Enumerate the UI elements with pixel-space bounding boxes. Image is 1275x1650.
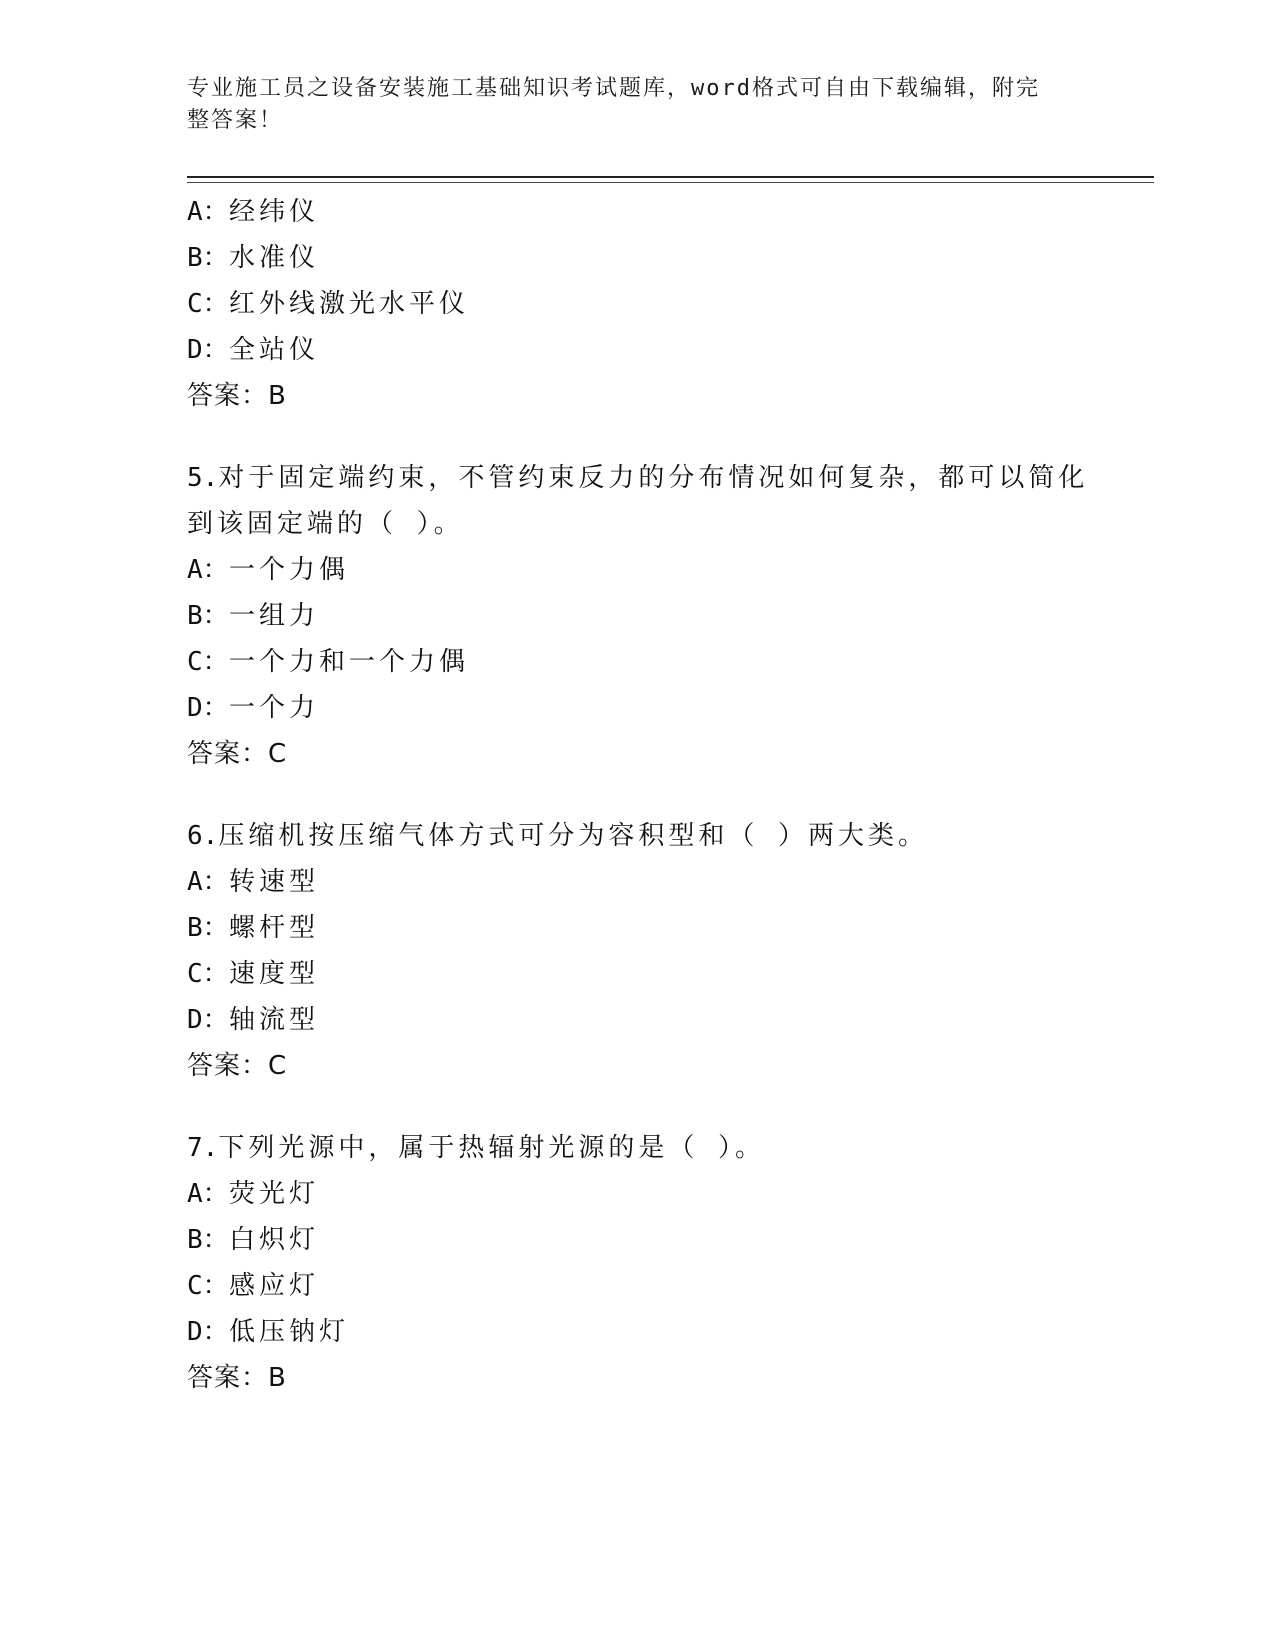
question-stem-continued: 到该固定端的（ ）。 [187,509,464,539]
option-b: B：白炽灯 [187,1225,320,1255]
question-4-continued [187,189,1087,419]
option-d: D：低压钠灯 [187,1317,350,1347]
header-divider-thick [187,176,1154,178]
option-b: B：螺杆型 [187,913,320,943]
option-a: A：荧光灯 [187,1179,320,1209]
question-5 [187,455,1087,777]
header-line-1: 专业施工员之设备安装施工基础知识考试题库，word格式可自由下载编辑，附完 [187,76,1040,101]
document-header [187,73,1087,137]
question-7 [187,1125,1087,1401]
option-b: B：一组力 [187,601,320,631]
question-number: 6. [187,821,219,851]
question-number: 5. [187,463,219,493]
option-a: A：一个力偶 [187,555,350,585]
question-stem: 7.下列光源中，属于热辐射光源的是（ ）。 [187,1133,765,1163]
header-line-2: 整答案！ [187,108,284,133]
option-a: A：转速型 [187,867,320,897]
option-c: C：感应灯 [187,1271,320,1301]
question-number: 7. [187,1133,219,1163]
option-d: D：轴流型 [187,1005,320,1035]
question-stem: 5.对于固定端约束，不管约束反力的分布情况如何复杂，都可以简化 [187,463,1089,493]
answer-line: 答案：B [187,1363,287,1393]
header-divider-thin [187,182,1154,183]
option-c: C：一个力和一个力偶 [187,647,470,677]
option-d: D：一个力 [187,693,320,723]
option-a: A：经纬仪 [187,197,320,227]
option-c: C：速度型 [187,959,320,989]
option-d: D：全站仪 [187,335,320,365]
answer-line: 答案：B [187,381,287,411]
question-stem: 6.压缩机按压缩气体方式可分为容积型和（ ）两大类。 [187,821,928,851]
answer-line: 答案：C [187,1051,288,1081]
question-6 [187,813,1087,1089]
option-b: B：水准仪 [187,243,320,273]
question-content [187,189,1087,1401]
answer-line: 答案：C [187,739,288,769]
option-c: C：红外线激光水平仪 [187,289,470,319]
